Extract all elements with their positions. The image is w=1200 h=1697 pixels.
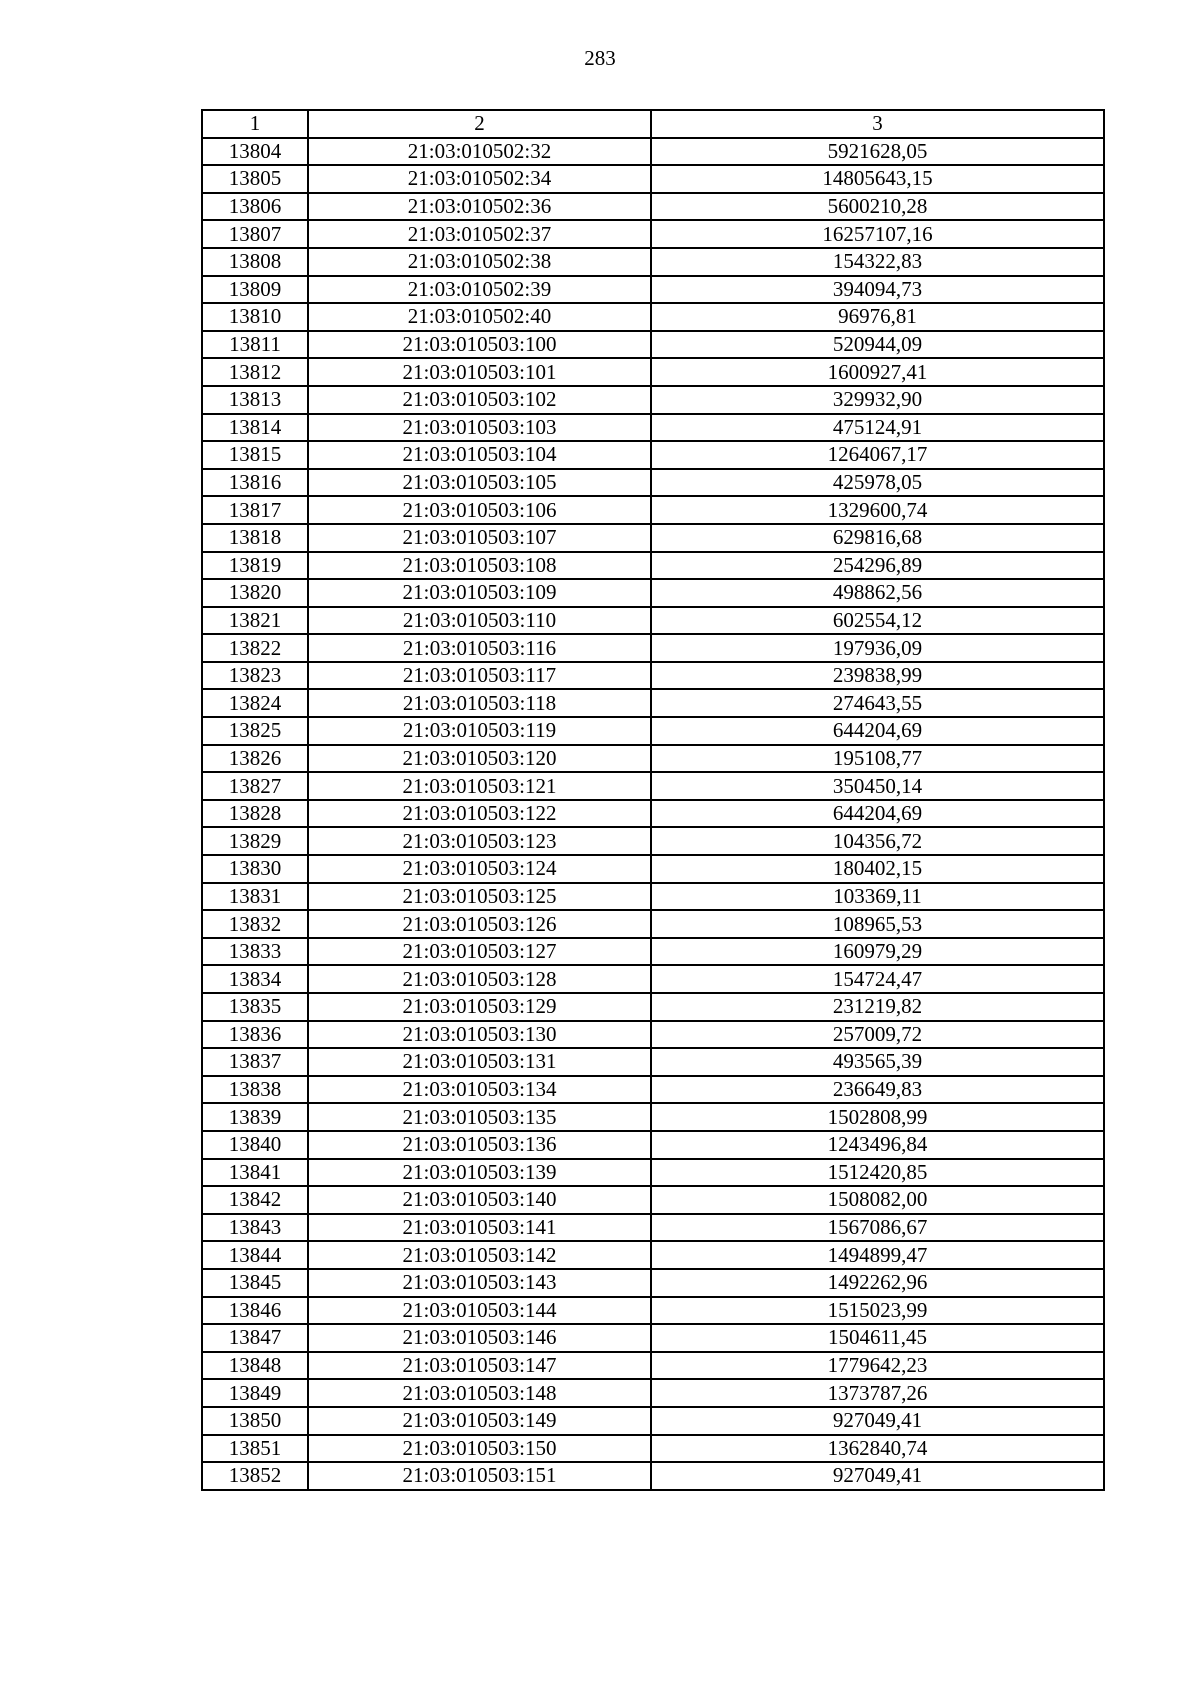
table-row bbox=[202, 993, 1104, 1021]
row-number-cell: 13817 bbox=[202, 496, 308, 524]
cadastral-number-cell: 21:03:010503:146 bbox=[308, 1324, 651, 1352]
value-cell: 1264067,17 bbox=[651, 441, 1104, 469]
table-row bbox=[202, 1076, 1104, 1104]
cadastral-number-cell: 21:03:010503:124 bbox=[308, 855, 651, 883]
table-row bbox=[202, 689, 1104, 717]
row-number-cell: 13828 bbox=[202, 800, 308, 828]
row-number-cell: 13804 bbox=[202, 138, 308, 166]
row-number-cell: 13826 bbox=[202, 745, 308, 773]
table-row bbox=[202, 1131, 1104, 1159]
value-cell: 329932,90 bbox=[651, 386, 1104, 414]
header-col-3: 3 bbox=[651, 110, 1104, 138]
row-number-cell: 13815 bbox=[202, 441, 308, 469]
table-row bbox=[202, 1462, 1104, 1490]
row-number-cell: 13846 bbox=[202, 1297, 308, 1325]
value-cell: 231219,82 bbox=[651, 993, 1104, 1021]
cadastral-number-cell: 21:03:010503:118 bbox=[308, 689, 651, 717]
value-cell: 1504611,45 bbox=[651, 1324, 1104, 1352]
cadastral-number-cell: 21:03:010503:106 bbox=[308, 496, 651, 524]
table-row bbox=[202, 1407, 1104, 1435]
header-row bbox=[202, 110, 1104, 138]
cadastral-number-cell: 21:03:010503:127 bbox=[308, 938, 651, 966]
table-row bbox=[202, 800, 1104, 828]
cadastral-number-cell: 21:03:010503:150 bbox=[308, 1435, 651, 1463]
table-row bbox=[202, 165, 1104, 193]
value-cell: 1362840,74 bbox=[651, 1435, 1104, 1463]
table-row bbox=[202, 965, 1104, 993]
row-number-cell: 13818 bbox=[202, 524, 308, 552]
table-row bbox=[202, 1159, 1104, 1187]
value-cell: 927049,41 bbox=[651, 1407, 1104, 1435]
cadastral-number-cell: 21:03:010503:134 bbox=[308, 1076, 651, 1104]
value-cell: 425978,05 bbox=[651, 469, 1104, 497]
cadastral-number-cell: 21:03:010503:117 bbox=[308, 662, 651, 690]
value-cell: 1567086,67 bbox=[651, 1214, 1104, 1242]
cadastral-number-cell: 21:03:010503:128 bbox=[308, 965, 651, 993]
value-cell: 1779642,23 bbox=[651, 1352, 1104, 1380]
table-row bbox=[202, 1186, 1104, 1214]
value-cell: 520944,09 bbox=[651, 331, 1104, 359]
table-row bbox=[202, 1269, 1104, 1297]
cadastral-number-cell: 21:03:010503:136 bbox=[308, 1131, 651, 1159]
row-number-cell: 13821 bbox=[202, 607, 308, 635]
row-number-cell: 13829 bbox=[202, 827, 308, 855]
row-number-cell: 13842 bbox=[202, 1186, 308, 1214]
table-row bbox=[202, 1324, 1104, 1352]
cadastral-number-cell: 21:03:010503:148 bbox=[308, 1379, 651, 1407]
value-cell: 160979,29 bbox=[651, 938, 1104, 966]
row-number-cell: 13835 bbox=[202, 993, 308, 1021]
value-cell: 1512420,85 bbox=[651, 1159, 1104, 1187]
row-number-cell: 13812 bbox=[202, 358, 308, 386]
table-row bbox=[202, 1214, 1104, 1242]
row-number-cell: 13851 bbox=[202, 1435, 308, 1463]
value-cell: 14805643,15 bbox=[651, 165, 1104, 193]
value-cell: 236649,83 bbox=[651, 1076, 1104, 1104]
table-row bbox=[202, 579, 1104, 607]
cadastral-number-cell: 21:03:010503:104 bbox=[308, 441, 651, 469]
table-row bbox=[202, 607, 1104, 635]
table-row bbox=[202, 276, 1104, 304]
cadastral-number-cell: 21:03:010503:130 bbox=[308, 1021, 651, 1049]
value-cell: 239838,99 bbox=[651, 662, 1104, 690]
row-number-cell: 13811 bbox=[202, 331, 308, 359]
value-cell: 1508082,00 bbox=[651, 1186, 1104, 1214]
value-cell: 96976,81 bbox=[651, 303, 1104, 331]
row-number-cell: 13832 bbox=[202, 910, 308, 938]
cadastral-number-cell: 21:03:010503:101 bbox=[308, 358, 651, 386]
cadastral-number-cell: 21:03:010503:149 bbox=[308, 1407, 651, 1435]
cadastral-number-cell: 21:03:010503:110 bbox=[308, 607, 651, 635]
table-row bbox=[202, 552, 1104, 580]
row-number-cell: 13848 bbox=[202, 1352, 308, 1380]
value-cell: 154724,47 bbox=[651, 965, 1104, 993]
cadastral-number-cell: 21:03:010503:119 bbox=[308, 717, 651, 745]
registry-table bbox=[201, 109, 1105, 1491]
table-row bbox=[202, 1379, 1104, 1407]
table-row bbox=[202, 910, 1104, 938]
cadastral-number-cell: 21:03:010503:107 bbox=[308, 524, 651, 552]
value-cell: 257009,72 bbox=[651, 1021, 1104, 1049]
table-row bbox=[202, 496, 1104, 524]
table-row bbox=[202, 331, 1104, 359]
value-cell: 197936,09 bbox=[651, 634, 1104, 662]
cadastral-number-cell: 21:03:010503:139 bbox=[308, 1159, 651, 1187]
table-row bbox=[202, 1435, 1104, 1463]
value-cell: 602554,12 bbox=[651, 607, 1104, 635]
table-row bbox=[202, 772, 1104, 800]
table-row bbox=[202, 193, 1104, 221]
table-row bbox=[202, 414, 1104, 442]
table-row bbox=[202, 1241, 1104, 1269]
row-number-cell: 13813 bbox=[202, 386, 308, 414]
row-number-cell: 13830 bbox=[202, 855, 308, 883]
row-number-cell: 13847 bbox=[202, 1324, 308, 1352]
cadastral-number-cell: 21:03:010502:36 bbox=[308, 193, 651, 221]
value-cell: 1243496,84 bbox=[651, 1131, 1104, 1159]
value-cell: 644204,69 bbox=[651, 800, 1104, 828]
row-number-cell: 13838 bbox=[202, 1076, 308, 1104]
row-number-cell: 13823 bbox=[202, 662, 308, 690]
table-row bbox=[202, 855, 1104, 883]
cadastral-number-cell: 21:03:010502:34 bbox=[308, 165, 651, 193]
value-cell: 108965,53 bbox=[651, 910, 1104, 938]
table-row bbox=[202, 1048, 1104, 1076]
row-number-cell: 13816 bbox=[202, 469, 308, 497]
row-number-cell: 13841 bbox=[202, 1159, 308, 1187]
value-cell: 104356,72 bbox=[651, 827, 1104, 855]
value-cell: 1515023,99 bbox=[651, 1297, 1104, 1325]
cadastral-number-cell: 21:03:010503:103 bbox=[308, 414, 651, 442]
table-row bbox=[202, 1297, 1104, 1325]
table-row bbox=[202, 220, 1104, 248]
value-cell: 1329600,74 bbox=[651, 496, 1104, 524]
row-number-cell: 13837 bbox=[202, 1048, 308, 1076]
cadastral-number-cell: 21:03:010503:102 bbox=[308, 386, 651, 414]
value-cell: 103369,11 bbox=[651, 883, 1104, 911]
cadastral-number-cell: 21:03:010502:32 bbox=[308, 138, 651, 166]
value-cell: 644204,69 bbox=[651, 717, 1104, 745]
cadastral-number-cell: 21:03:010502:39 bbox=[308, 276, 651, 304]
cadastral-number-cell: 21:03:010503:109 bbox=[308, 579, 651, 607]
table-row bbox=[202, 524, 1104, 552]
row-number-cell: 13805 bbox=[202, 165, 308, 193]
value-cell: 1502808,99 bbox=[651, 1103, 1104, 1131]
cadastral-number-cell: 21:03:010503:122 bbox=[308, 800, 651, 828]
table-row bbox=[202, 386, 1104, 414]
row-number-cell: 13850 bbox=[202, 1407, 308, 1435]
value-cell: 16257107,16 bbox=[651, 220, 1104, 248]
row-number-cell: 13834 bbox=[202, 965, 308, 993]
table-row bbox=[202, 138, 1104, 166]
value-cell: 5921628,05 bbox=[651, 138, 1104, 166]
table-row bbox=[202, 303, 1104, 331]
row-number-cell: 13844 bbox=[202, 1241, 308, 1269]
cadastral-number-cell: 21:03:010503:125 bbox=[308, 883, 651, 911]
cadastral-number-cell: 21:03:010503:151 bbox=[308, 1462, 651, 1490]
value-cell: 5600210,28 bbox=[651, 193, 1104, 221]
value-cell: 475124,91 bbox=[651, 414, 1104, 442]
cadastral-number-cell: 21:03:010503:141 bbox=[308, 1214, 651, 1242]
cadastral-number-cell: 21:03:010503:135 bbox=[308, 1103, 651, 1131]
cadastral-number-cell: 21:03:010503:105 bbox=[308, 469, 651, 497]
value-cell: 350450,14 bbox=[651, 772, 1104, 800]
cadastral-number-cell: 21:03:010503:142 bbox=[308, 1241, 651, 1269]
page-number: 283 bbox=[584, 46, 616, 70]
row-number-cell: 13849 bbox=[202, 1379, 308, 1407]
cadastral-number-cell: 21:03:010503:131 bbox=[308, 1048, 651, 1076]
row-number-cell: 13825 bbox=[202, 717, 308, 745]
table-row bbox=[202, 248, 1104, 276]
header-col-1: 1 bbox=[202, 110, 308, 138]
cadastral-number-cell: 21:03:010503:140 bbox=[308, 1186, 651, 1214]
cadastral-number-cell: 21:03:010502:38 bbox=[308, 248, 651, 276]
row-number-cell: 13824 bbox=[202, 689, 308, 717]
row-number-cell: 13833 bbox=[202, 938, 308, 966]
table-row bbox=[202, 938, 1104, 966]
header-col-2: 2 bbox=[308, 110, 651, 138]
row-number-cell: 13822 bbox=[202, 634, 308, 662]
table-row bbox=[202, 1021, 1104, 1049]
value-cell: 195108,77 bbox=[651, 745, 1104, 773]
cadastral-number-cell: 21:03:010503:100 bbox=[308, 331, 651, 359]
value-cell: 1600927,41 bbox=[651, 358, 1104, 386]
row-number-cell: 13831 bbox=[202, 883, 308, 911]
cadastral-number-cell: 21:03:010502:37 bbox=[308, 220, 651, 248]
table-row bbox=[202, 441, 1104, 469]
table-body bbox=[202, 138, 1104, 1490]
table-row bbox=[202, 1352, 1104, 1380]
cadastral-number-cell: 21:03:010503:147 bbox=[308, 1352, 651, 1380]
cadastral-number-cell: 21:03:010503:126 bbox=[308, 910, 651, 938]
cadastral-number-cell: 21:03:010503:143 bbox=[308, 1269, 651, 1297]
row-number-cell: 13843 bbox=[202, 1214, 308, 1242]
row-number-cell: 13810 bbox=[202, 303, 308, 331]
table-header bbox=[202, 110, 1104, 138]
value-cell: 493565,39 bbox=[651, 1048, 1104, 1076]
row-number-cell: 13807 bbox=[202, 220, 308, 248]
cadastral-number-cell: 21:03:010503:108 bbox=[308, 552, 651, 580]
cadastral-number-cell: 21:03:010503:120 bbox=[308, 745, 651, 773]
table-row bbox=[202, 827, 1104, 855]
cadastral-number-cell: 21:03:010503:121 bbox=[308, 772, 651, 800]
table-row bbox=[202, 662, 1104, 690]
cadastral-number-cell: 21:03:010503:123 bbox=[308, 827, 651, 855]
table-row bbox=[202, 469, 1104, 497]
row-number-cell: 13836 bbox=[202, 1021, 308, 1049]
value-cell: 1373787,26 bbox=[651, 1379, 1104, 1407]
table-row bbox=[202, 717, 1104, 745]
row-number-cell: 13820 bbox=[202, 579, 308, 607]
cadastral-number-cell: 21:03:010503:116 bbox=[308, 634, 651, 662]
table-row bbox=[202, 883, 1104, 911]
value-cell: 1494899,47 bbox=[651, 1241, 1104, 1269]
value-cell: 629816,68 bbox=[651, 524, 1104, 552]
row-number-cell: 13808 bbox=[202, 248, 308, 276]
table-row bbox=[202, 745, 1104, 773]
row-number-cell: 13839 bbox=[202, 1103, 308, 1131]
row-number-cell: 13827 bbox=[202, 772, 308, 800]
value-cell: 154322,83 bbox=[651, 248, 1104, 276]
value-cell: 927049,41 bbox=[651, 1462, 1104, 1490]
cadastral-number-cell: 21:03:010502:40 bbox=[308, 303, 651, 331]
row-number-cell: 13852 bbox=[202, 1462, 308, 1490]
value-cell: 254296,89 bbox=[651, 552, 1104, 580]
row-number-cell: 13806 bbox=[202, 193, 308, 221]
value-cell: 180402,15 bbox=[651, 855, 1104, 883]
table-row bbox=[202, 358, 1104, 386]
value-cell: 498862,56 bbox=[651, 579, 1104, 607]
value-cell: 394094,73 bbox=[651, 276, 1104, 304]
row-number-cell: 13840 bbox=[202, 1131, 308, 1159]
row-number-cell: 13814 bbox=[202, 414, 308, 442]
row-number-cell: 13819 bbox=[202, 552, 308, 580]
value-cell: 274643,55 bbox=[651, 689, 1104, 717]
value-cell: 1492262,96 bbox=[651, 1269, 1104, 1297]
cadastral-number-cell: 21:03:010503:129 bbox=[308, 993, 651, 1021]
table-row bbox=[202, 1103, 1104, 1131]
row-number-cell: 13809 bbox=[202, 276, 308, 304]
cadastral-number-cell: 21:03:010503:144 bbox=[308, 1297, 651, 1325]
table-row bbox=[202, 634, 1104, 662]
row-number-cell: 13845 bbox=[202, 1269, 308, 1297]
